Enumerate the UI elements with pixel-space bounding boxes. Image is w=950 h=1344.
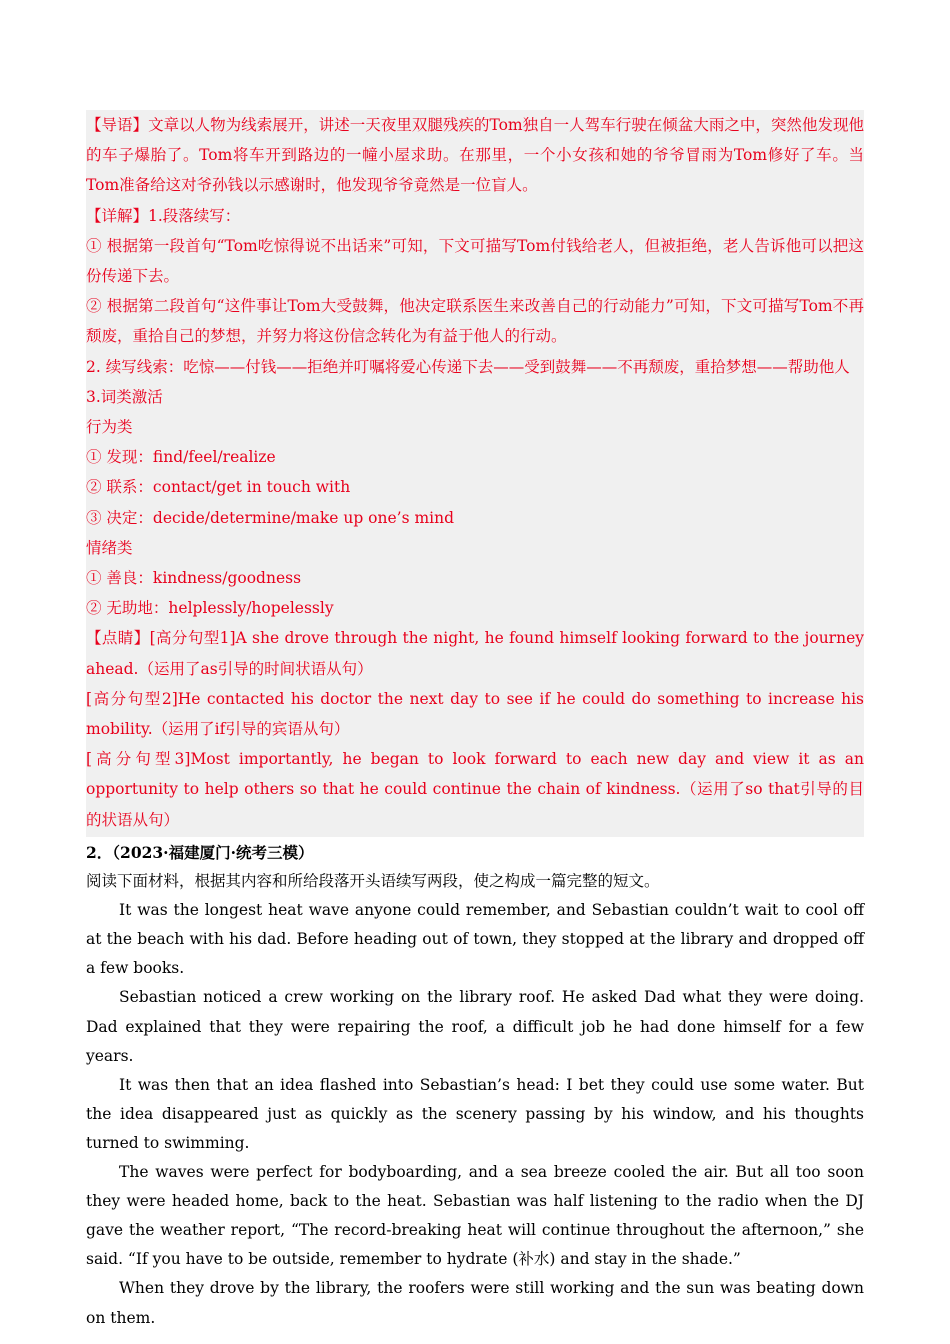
vocab-item: ① 发现：find/feel/realize	[86, 448, 276, 467]
highlight-sentence-1: 【点睛】[高分句型1]A she drove through the night, he found himself looking forward to the journey ahead.（运用了as引导的时间状语从句）	[86, 629, 864, 678]
intro-paragraph: 【导语】文章以人物为线索展开，讲述一天夜里双腿残疾的Tom独自一人驾车行驶在倾盆大雨之中，突然他发现他的车子爆胎了。Tom将车开到路边的一幢小屋求助。在那里，一个小女孩和她的爷爷冒雨为Tom修好了车。当Tom准备给这对爷孙钱以示感谢时，他发现爷爷竟然是一位盲人。	[86, 116, 864, 195]
question-instruction: 阅读下面材料，根据其内容和所给段落开头语续写两段，使之构成一篇完整的短文。	[86, 872, 660, 891]
vocab-item: ① 善良：kindness/goodness	[86, 569, 302, 588]
question-section	[86, 838, 864, 1333]
clue-line: 2. 续写线索：吃惊——付钱——拒绝并叮嘱将爱心传递下去——受到鼓舞——不再颓废，重拾梦想——帮助他人	[86, 357, 850, 376]
highlight-sentence-3: [高分句型3]Most importantly, he began to look forward to each new day and view it as an opportunity to help others so that he could continue the chain of kindness.（运用了so that引导的目的状语从句）	[86, 750, 864, 829]
detail-heading: 【详解】1.段落续写：	[86, 206, 241, 225]
story-paragraph: It was then that an idea flashed into Sebastian’s head: I bet they could use some water. But the idea disappeared just as quickly as the scenery passing by his window, and his thoughts turned to swimming.	[86, 1075, 864, 1152]
question-number: 2．（2023·福建厦门·统考三模）	[86, 843, 314, 862]
vocab-item: ③ 决定：decide/determine/make up one’s mind	[86, 508, 455, 527]
highlight-sentence-2: [高分句型2]He contacted his doctor the next day to see if he could do something to increase his mobility.（运用了if引导的宾语从句）	[86, 689, 864, 739]
story-paragraph: When they drove by the library, the roofers were still working and the sun was beating down on them.	[86, 1279, 864, 1327]
story-paragraph: The waves were perfect for bodyboarding, and a sea breeze cooled the air. But all too soon they were headed home, back to the heat. Sebastian was half listening to the radio when the DJ gave the weather report, “The record-breaking heat will continue throughout the afternoon,” she said. “If you have to be outside, remember to hydrate (补水) and stay in the shade.”	[86, 1163, 864, 1269]
detail-point-1: ① 根据第一段首句“Tom吃惊得说不出话来”可知，下文可描写Tom付钱给老人，但被拒绝，老人告诉他可以把这份传递下去。	[86, 236, 864, 286]
story-paragraph: Sebastian noticed a crew working on the library roof. He asked Dad what they were doing. Dad explained that they were repairing the roof, a difficult job he had done himself for a few years.	[86, 988, 864, 1065]
detail-point-2: ② 根据第二段首句“这件事让Tom大受鼓舞，他决定联系医生来改善自己的行动能力”可知，下文可描写Tom不再颓废，重拾自己的梦想，并努力将这份信念转化为有益于他人的行动。	[86, 297, 864, 346]
story-paragraph: It was the longest heat wave anyone could remember, and Sebastian couldn’t wait to cool off at the beach with his dad. Before heading out of town, they stopped at the library and dropped off a few books.	[86, 901, 864, 978]
vocab-category-action: 行为类	[86, 418, 133, 437]
vocab-heading: 3.词类激活	[86, 387, 163, 406]
vocab-category-emotion: 情绪类	[86, 538, 133, 557]
answer-analysis-box	[86, 110, 864, 837]
vocab-item: ② 无助地：helplessly/hopelessly	[86, 599, 334, 618]
vocab-item: ② 联系：contact/get in touch with	[86, 478, 351, 497]
